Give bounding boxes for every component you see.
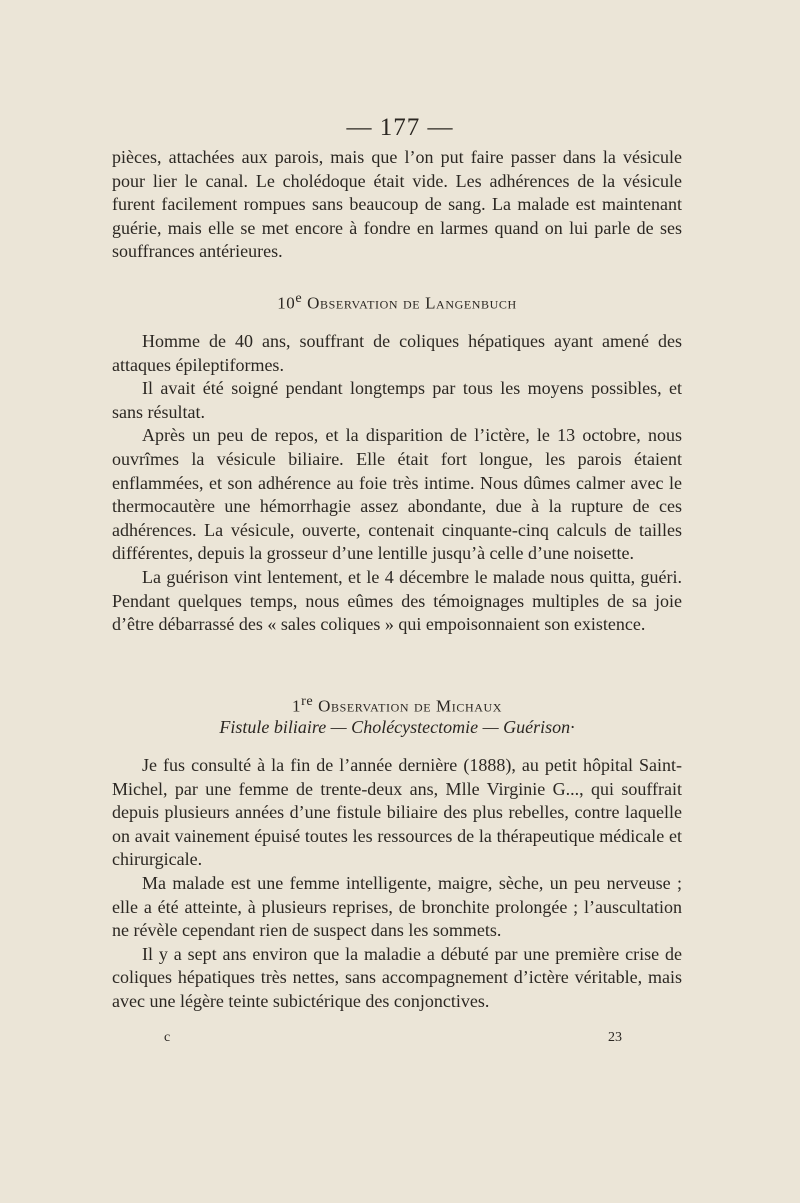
observation-subtitle: Fistule biliaire — Cholécystectomie — Guérison· [219, 717, 575, 737]
heading-number: 1 [291, 696, 302, 716]
paragraph: Il y a sept ans environ que la maladie a débuté par une première crise de coliques hépatiques très nettes, sans accompagnement d’ictère véritable, mais avec une légère teinte subictérique des conjonctives. [112, 943, 682, 1011]
heading-title: Observation de Michaux [313, 696, 503, 716]
paragraph: Je fus consulté à la fin de l’année dernière (1888), au petit hôpital Saint-Michel, par une femme de trente-deux ans, Mlle Virginie G..., qui souffrait depuis plusieurs années d’une fistule biliaire des plus rebelles, contre laquelle on avait vainement épuisé toutes les ressources de la thérapeutique médicale et chirurgicale. [112, 755, 682, 870]
paragraph: pièces, attachées aux parois, mais que l’on put faire passer dans la vésicule pour lier le canal. Le cholédoque était vide. Les adhérences de la vésicule furent facilement rompues sans beaucoup de sang. La malade est maintenant guérie, mais elle se met encore à fondre en larmes quand on lui parle de ses souffrances antérieures. [112, 147, 682, 262]
heading-number: 10 [277, 293, 296, 313]
paragraph: Homme de 40 ans, souffrant de coliques hépatiques ayant amené des attaques épileptiformes. [112, 331, 682, 375]
page-number: — 177 — [346, 114, 454, 141]
paragraph: La guérison vint lentement, et le 4 décembre le malade nous quitta, guéri. Pendant quelques temps, nous eûmes des témoignages multiples de sa joie d’être débarrassé des « sales coliques » qui empoisonnaient son existence. [112, 566, 682, 635]
signature-mark: c [164, 1030, 171, 1045]
text-block-2 [112, 330, 682, 637]
paragraph: Après un peu de repos, et la disparition de l’ictère, le 13 octobre, nous ouvrîmes la vésicule biliaire. Elle était fort longue, les parois étaient enflammées, et son adhérence au foie très intime. Nous dûmes calmer avec le thermocautère une hémorrhagie assez abondante, due à la rupture de ces adhérences. La vésicule, ouverte, contenait cinquante-cinq calculs de tailles différentes, depuis la grosseur d’une lentille jusqu’à celle d’une noisette. [112, 425, 682, 564]
text-block-1 [112, 146, 682, 264]
heading-ordinal: re [301, 693, 314, 709]
observation-heading-langenbuch [112, 290, 682, 314]
heading-ordinal: e [295, 290, 303, 306]
heading-title: Observation de Langenbuch [302, 293, 517, 313]
text-block-3 [112, 754, 682, 1014]
paragraph: Ma malade est une femme intelligente, maigre, sèche, un peu nerveuse ; elle a été atteinte, à plusieurs reprises, de bronchite prolongée ; l’auscultation ne révèle cependant rien de suspect dans les sommets. [112, 872, 682, 941]
sheet-number: 23 [608, 1030, 622, 1045]
paragraph: Il avait été soigné pendant longtemps par tous les moyens possibles, et sans résultat. [112, 378, 682, 422]
observation-heading-michaux [112, 693, 682, 717]
